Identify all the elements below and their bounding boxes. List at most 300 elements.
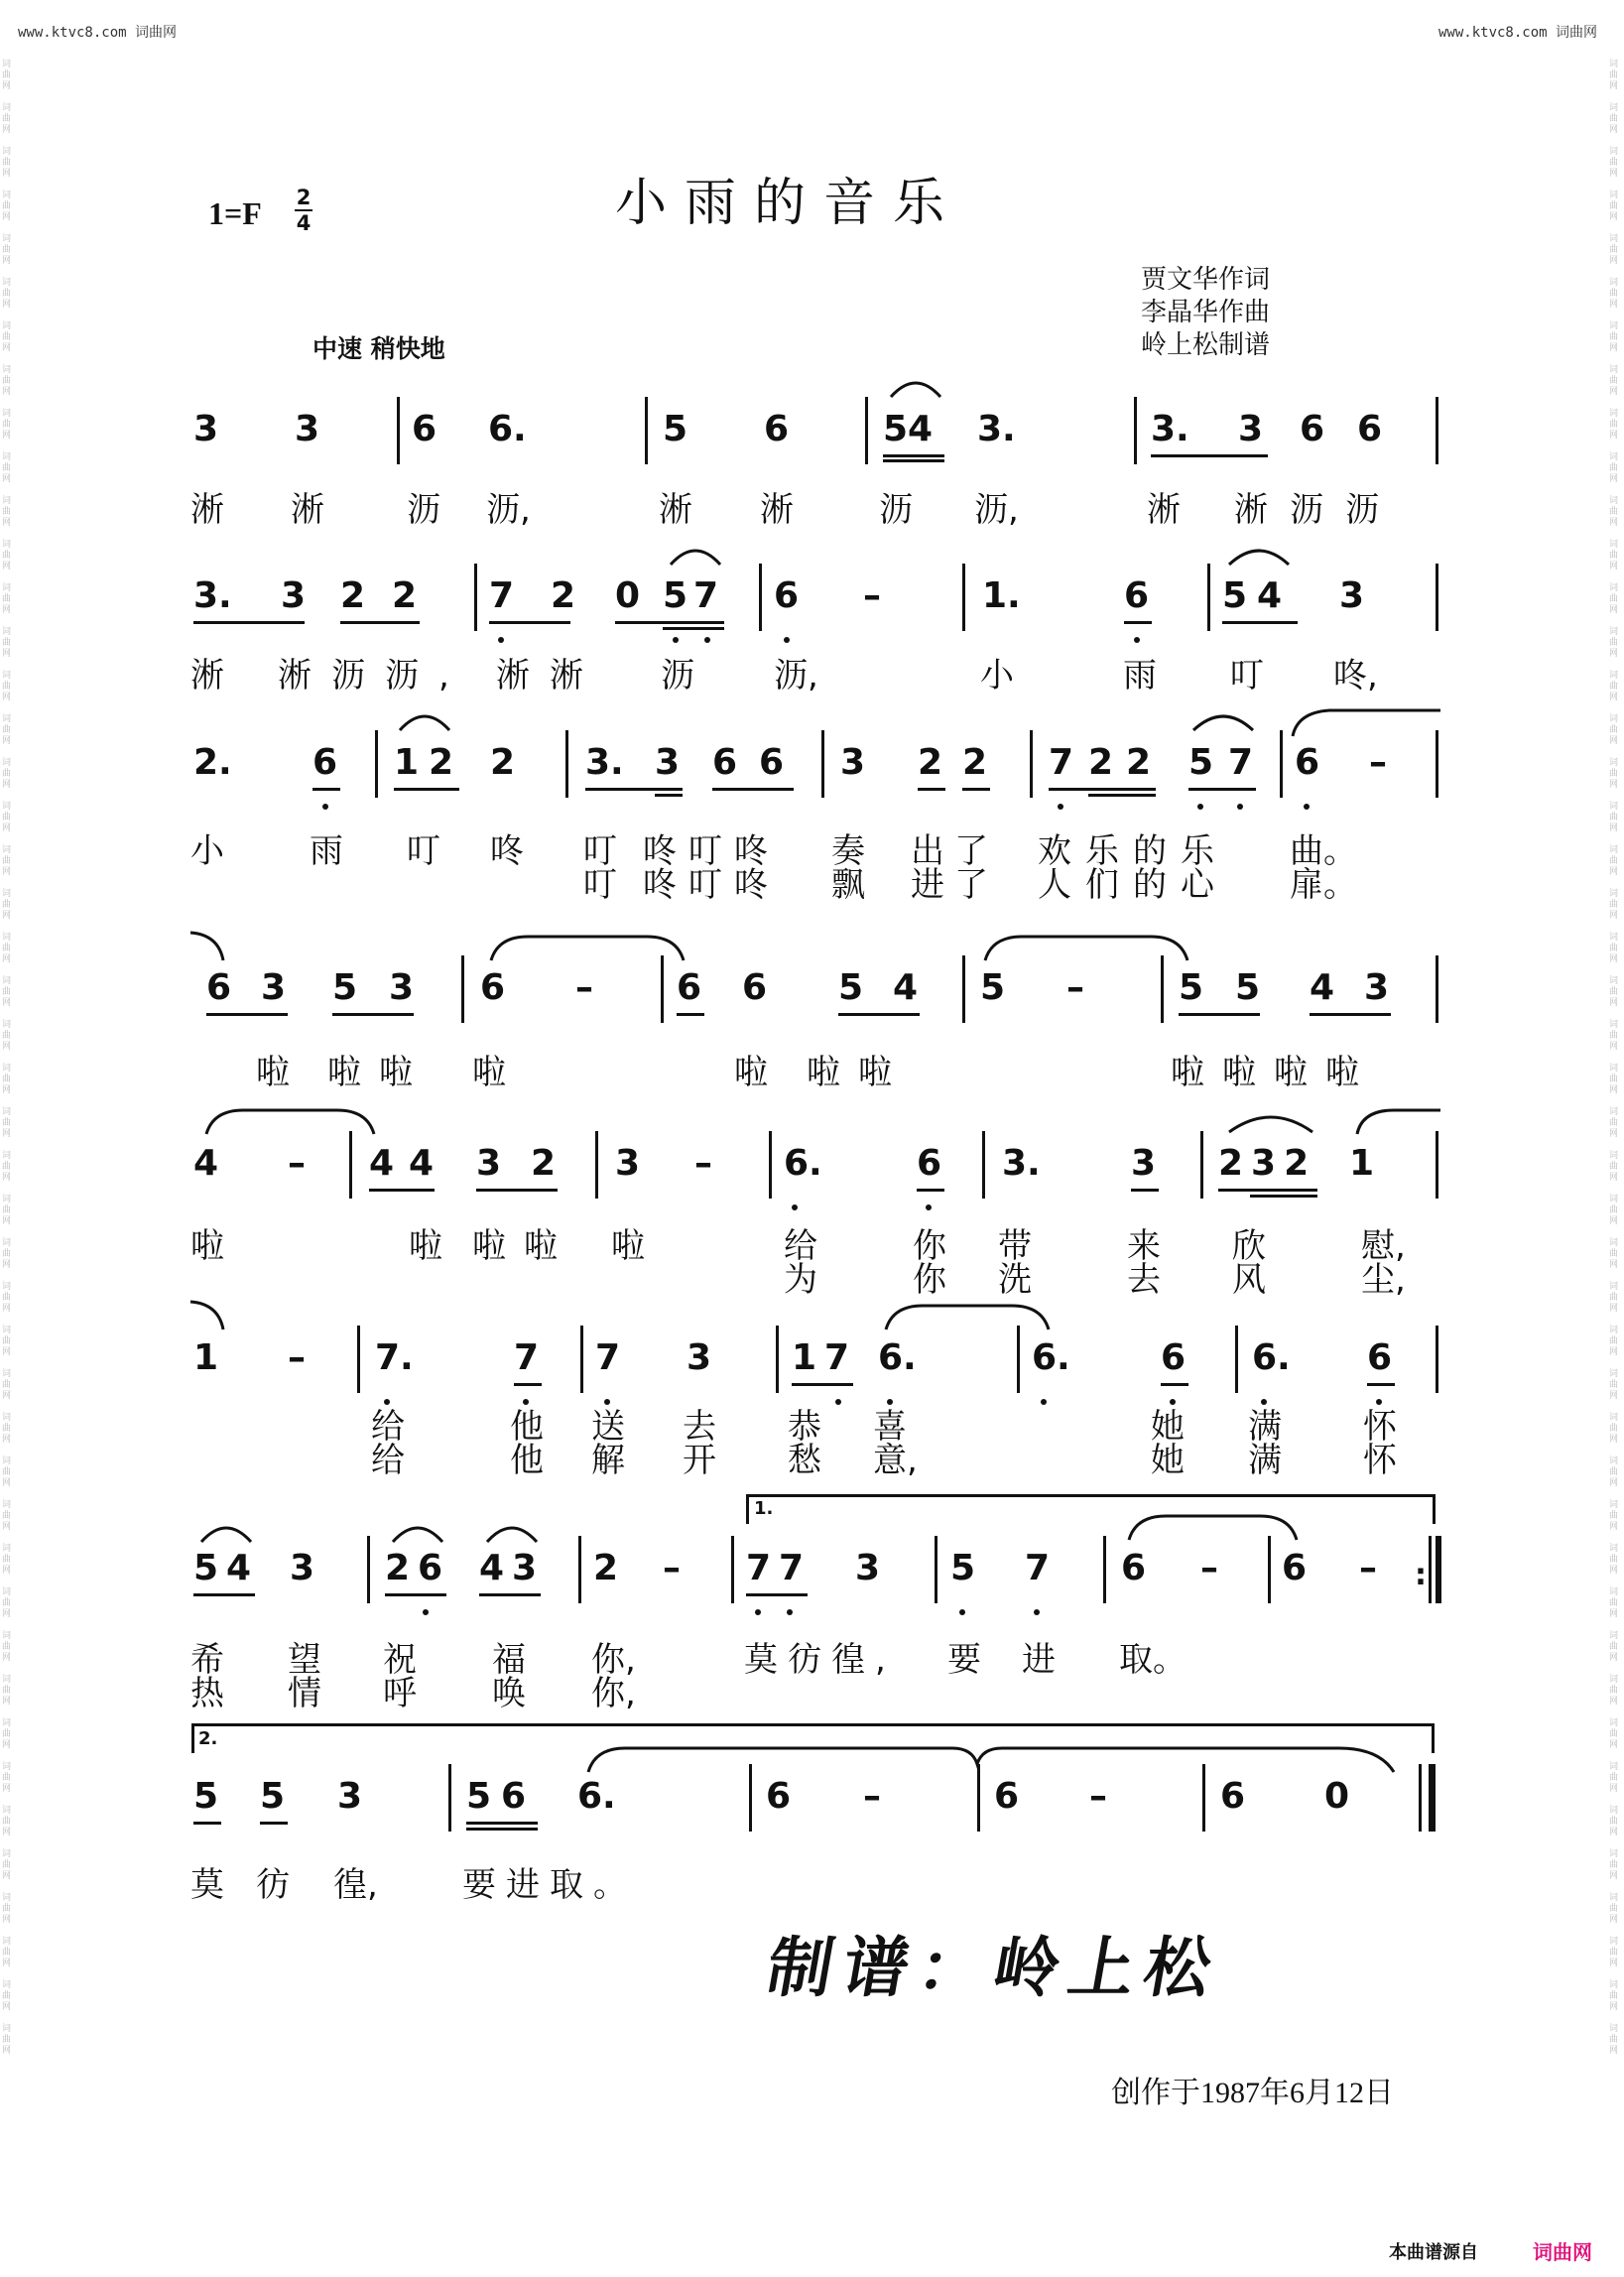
barline xyxy=(461,955,464,1023)
tie-continuation xyxy=(188,1298,228,1333)
note: 6 xyxy=(1121,1548,1147,1588)
note: 77 xyxy=(746,1548,812,1588)
note: 7. xyxy=(375,1337,414,1378)
low-octave-dot xyxy=(792,1204,798,1210)
lyric: 要进取。 xyxy=(462,1865,637,1905)
lyric: 热 xyxy=(190,1674,224,1713)
underline xyxy=(1151,454,1268,457)
note: 5 xyxy=(1188,742,1214,783)
credit-composer: 李晶华作曲 xyxy=(1141,298,1271,327)
note: 3 xyxy=(687,1337,712,1378)
underline xyxy=(193,1593,255,1596)
lyric: 叮 xyxy=(583,831,617,871)
note: 3 xyxy=(840,742,866,783)
slur xyxy=(198,1518,254,1546)
note: 5 xyxy=(1235,967,1261,1008)
lyric: 望 xyxy=(288,1640,321,1680)
lyric: 啦 xyxy=(472,1053,506,1092)
signature: 制谱：岭上松 xyxy=(761,1929,1227,2006)
note: 5 xyxy=(980,967,1006,1008)
lyric: 淅淅 xyxy=(496,656,603,696)
tie xyxy=(1354,1106,1443,1138)
underline xyxy=(1161,1383,1188,1386)
note: 3 xyxy=(261,967,287,1008)
note: 0 xyxy=(1324,1776,1350,1817)
low-octave-dot xyxy=(926,1204,932,1210)
barline xyxy=(1235,1326,1238,1393)
side-watermark-right: 词 曲 网 词 曲 网 词 曲 网 词 曲 网 词 曲 网 词 曲 网 词 曲 网 词 曲 网 词 曲 网 词 曲 网 词 曲 网 词 曲 网 词 曲 网 词 曲 网 词 曲 网 词 曲 网 词 曲 网 词 曲 网 词 曲 网 词 曲 网 词 曲 网 词 曲 网 词 曲 网 词 曲 网 词 曲 网 词 曲 网 词 曲 网 词 曲 网 词 曲 网 词 曲 网 词 曲 网 词 曲 网 词 曲 网 词 曲 网 词 曲 网 词 曲 网 词 曲 网 词 曲 网 词 曲 网 词 曲 网 词 曲 网 词 曲 网 词 曲 网 词 曲 网 词 曲 网 词 曲 网 xyxy=(1609,60,1619,2056)
lyric: 她 xyxy=(1151,1407,1185,1447)
notation-line-3 xyxy=(0,742,1624,792)
note: 6 xyxy=(480,967,506,1008)
lyric: 彷 xyxy=(256,1865,290,1905)
underline xyxy=(1367,1383,1395,1386)
lyric: 扉。 xyxy=(1290,865,1357,905)
note: 2 xyxy=(392,575,418,616)
underline xyxy=(712,788,794,791)
note: – xyxy=(663,1548,681,1588)
repeat-end-thick-bar xyxy=(1436,1536,1441,1603)
lyric: 你 xyxy=(913,1226,946,1266)
lyric: 欣 xyxy=(1232,1226,1266,1266)
barline xyxy=(578,1536,581,1603)
lyric: 沥, xyxy=(774,656,818,696)
side-watermark-left: 词 曲 网 词 曲 网 词 曲 网 词 曲 网 词 曲 网 词 曲 网 词 曲 网 词 曲 网 词 曲 网 词 曲 网 词 曲 网 词 曲 网 词 曲 网 词 曲 网 词 曲 网 词 曲 网 词 曲 网 词 曲 网 词 曲 网 词 曲 网 词 曲 网 词 曲 网 词 曲 网 词 曲 网 词 曲 网 词 曲 网 词 曲 网 词 曲 网 词 曲 网 词 曲 网 词 曲 网 词 曲 网 词 曲 网 词 曲 网 词 曲 网 词 曲 网 词 曲 网 词 曲 网 词 曲 网 词 曲 网 词 曲 网 词 曲 网 词 曲 网 词 曲 网 词 曲 网 词 曲 网 xyxy=(2,60,12,2056)
lyric: 愁 xyxy=(788,1441,821,1480)
underline xyxy=(1124,621,1152,624)
underline xyxy=(489,621,570,624)
lyric: 雨 xyxy=(1123,656,1157,696)
footer-brand-link[interactable]: 词曲网 xyxy=(1533,2240,1592,2264)
credit-arranger: 岭上松制谱 xyxy=(1141,330,1271,360)
barline xyxy=(1436,1131,1438,1199)
note: 4 xyxy=(369,1143,395,1184)
note: 7 xyxy=(489,575,515,616)
barline xyxy=(982,1131,985,1199)
underline xyxy=(1310,1013,1391,1016)
barline xyxy=(595,1131,598,1199)
lyric: 淅 xyxy=(760,490,794,530)
note: 6 xyxy=(412,409,437,449)
notation-line-4 xyxy=(0,967,1624,1017)
underline xyxy=(1131,1189,1159,1192)
lyric: 雨 xyxy=(310,831,343,871)
note: 6. xyxy=(1032,1337,1070,1378)
lyric: 满 xyxy=(1248,1407,1282,1447)
underline xyxy=(1049,788,1156,791)
low-octave-dot xyxy=(755,1609,761,1615)
barline xyxy=(1200,1131,1203,1199)
note: 6. xyxy=(488,409,527,449)
lyric: 满 xyxy=(1248,1441,1282,1480)
barline xyxy=(565,730,568,798)
slur xyxy=(484,1518,540,1546)
barline xyxy=(1436,1326,1438,1393)
key-signature: 1=F xyxy=(208,195,262,231)
lyric: 淅 xyxy=(190,490,224,530)
lyric: 解 xyxy=(591,1441,625,1480)
underline xyxy=(193,1822,221,1825)
note: – xyxy=(1089,1776,1107,1817)
note: 232 xyxy=(1218,1143,1317,1184)
note: 6 xyxy=(677,967,702,1008)
underline xyxy=(1250,1195,1317,1198)
lyric: 你, xyxy=(591,1674,636,1713)
note: – xyxy=(1200,1548,1218,1588)
note: 6 xyxy=(742,967,768,1008)
note: 6 xyxy=(1367,1337,1393,1378)
note: 7 xyxy=(1049,742,1074,783)
barline xyxy=(821,730,824,798)
underline xyxy=(1179,1013,1260,1016)
lyric: 啦 xyxy=(409,1226,442,1266)
lyric: 慰, xyxy=(1361,1226,1406,1266)
lyric: 要 xyxy=(947,1640,981,1680)
note: 3 xyxy=(476,1143,502,1184)
note: 6. xyxy=(577,1776,616,1817)
final-thin-bar xyxy=(1419,1764,1422,1832)
note: 5 xyxy=(260,1776,286,1817)
barline xyxy=(1017,1326,1020,1393)
note: 3 xyxy=(855,1548,881,1588)
lyrics-line-2 xyxy=(0,648,1624,696)
low-octave-dot xyxy=(959,1609,965,1615)
underline xyxy=(369,1189,435,1192)
volta-bracket-1-right xyxy=(1433,1494,1436,1524)
note: 3 xyxy=(1364,967,1390,1008)
note: 5 xyxy=(193,1776,219,1817)
site-watermark-left: www.ktvc8.com 词曲网 xyxy=(18,25,178,41)
credit-lyricist: 贾文华作词 xyxy=(1141,265,1271,295)
tie xyxy=(203,1106,377,1138)
barline xyxy=(1436,730,1438,798)
final-thick-bar xyxy=(1429,1764,1436,1832)
underline xyxy=(385,1593,446,1596)
lyric: 福 xyxy=(492,1640,526,1680)
lyric: 淅 xyxy=(190,656,224,696)
note: 7 xyxy=(514,1337,540,1378)
lyric: 啦啦 xyxy=(327,1053,431,1092)
underline xyxy=(332,1013,414,1016)
underline xyxy=(312,788,340,791)
note: – xyxy=(1066,967,1084,1008)
underline xyxy=(962,788,990,791)
note: 6 xyxy=(312,742,338,783)
site-watermark-right: www.ktvc8.com 词曲网 xyxy=(1438,25,1598,41)
barline xyxy=(731,1536,734,1603)
notation-line-1 xyxy=(0,409,1624,458)
note: 6 xyxy=(1357,409,1383,449)
note: 6 xyxy=(1220,1776,1246,1817)
barline xyxy=(1030,730,1033,798)
barline xyxy=(1161,955,1164,1023)
note: 54 xyxy=(1222,575,1293,616)
slur xyxy=(1226,1106,1315,1136)
lyric: 啦啦 xyxy=(807,1053,910,1092)
slur xyxy=(668,541,723,569)
barline xyxy=(776,1326,779,1393)
underline xyxy=(193,621,305,624)
lyric: 去 xyxy=(683,1407,716,1447)
lyric: 你 xyxy=(913,1260,946,1300)
notation-line-2 xyxy=(0,575,1624,625)
barline xyxy=(375,730,378,798)
underline xyxy=(1218,1189,1317,1192)
lyric: 叮 xyxy=(407,831,440,871)
note: 3 xyxy=(193,409,219,449)
note: 3. xyxy=(193,575,232,616)
note: 57 xyxy=(663,575,725,616)
note: 0 xyxy=(615,575,641,616)
note: 2 xyxy=(340,575,366,616)
underline xyxy=(466,1822,538,1825)
repeat-dots: : xyxy=(1415,1558,1427,1592)
lyric: 小 xyxy=(980,656,1014,696)
lyric: 咚 xyxy=(490,831,524,871)
underline xyxy=(1222,621,1298,624)
barline xyxy=(1436,397,1438,464)
note: 6. xyxy=(784,1143,822,1184)
underline xyxy=(655,794,683,797)
underline xyxy=(838,1013,920,1016)
barline xyxy=(580,1326,583,1393)
lyrics-line-5-verse-2 xyxy=(0,1252,1624,1300)
low-octave-dot xyxy=(498,637,504,643)
barline xyxy=(1103,1536,1106,1603)
lyric: 人们的心 xyxy=(1038,865,1228,905)
underline xyxy=(514,1383,542,1386)
barline xyxy=(448,1764,451,1832)
lyric: 他 xyxy=(510,1407,544,1447)
note: 6 xyxy=(206,967,232,1008)
note: 5 xyxy=(950,1548,976,1588)
composition-date: 创作于1987年6月12日 xyxy=(1111,2077,1394,2109)
note: 26 xyxy=(385,1548,451,1588)
note: 1. xyxy=(982,575,1021,616)
note: 3 xyxy=(281,575,307,616)
note: 3. xyxy=(1002,1143,1041,1184)
tie xyxy=(585,1744,1399,1776)
underline xyxy=(479,1593,541,1596)
note: 6 xyxy=(712,742,738,783)
lyric: 你, xyxy=(591,1640,636,1680)
lyric: 开 xyxy=(683,1441,716,1480)
note: 2 xyxy=(918,742,943,783)
lyric: 他 xyxy=(510,1441,544,1480)
note: – xyxy=(575,967,593,1008)
barline xyxy=(1207,564,1210,631)
lyric: 喜 xyxy=(873,1407,907,1447)
lyric: 徨, xyxy=(333,1865,378,1905)
low-octave-dot xyxy=(1134,637,1140,643)
note: 2 xyxy=(962,742,988,783)
low-octave-dot xyxy=(1237,804,1243,810)
note: 3 xyxy=(295,409,320,449)
lyric: 啦 xyxy=(611,1226,645,1266)
lyric: 风 xyxy=(1232,1260,1266,1300)
tie xyxy=(883,1302,1052,1333)
lyrics-line-6-verse-2 xyxy=(0,1433,1624,1480)
volta-bracket-1 xyxy=(746,1494,1433,1497)
lyric: 沥 xyxy=(879,490,913,530)
note: 6 xyxy=(1295,742,1320,783)
note: 2 xyxy=(490,742,516,783)
underline xyxy=(476,1189,558,1192)
note: 54 xyxy=(193,1548,260,1588)
note: 5 xyxy=(1179,967,1204,1008)
lyric: 她 xyxy=(1151,1441,1185,1480)
lyric: 带 xyxy=(998,1226,1032,1266)
page-title: 小雨的音乐 xyxy=(615,174,963,233)
note: – xyxy=(863,1776,881,1817)
lyric: 给 xyxy=(371,1441,405,1480)
notation-line-5 xyxy=(0,1143,1624,1193)
lyric: 莫彷徨, xyxy=(744,1640,896,1680)
note: 6 xyxy=(1282,1548,1308,1588)
volta-bracket-2-left xyxy=(191,1723,194,1753)
note: 4 xyxy=(409,1143,435,1184)
note: 12 xyxy=(394,742,464,783)
lyric: 进 xyxy=(1022,1640,1056,1680)
lyric: 啦啦 xyxy=(472,1226,575,1266)
lyric: 意, xyxy=(873,1441,918,1480)
note: 4 xyxy=(893,967,919,1008)
lyric: 淅 xyxy=(1147,490,1181,530)
tempo-marking: 中速 稍快地 xyxy=(312,334,445,363)
barline xyxy=(1134,397,1137,464)
lyric: 淅沥沥, xyxy=(278,656,469,696)
low-octave-dot xyxy=(1304,804,1310,810)
lyric: 为 xyxy=(784,1260,817,1300)
note: 5 xyxy=(332,967,358,1008)
barline xyxy=(865,397,868,464)
lyrics-line-1 xyxy=(0,482,1624,530)
lyric: 沥, xyxy=(974,490,1019,530)
barline xyxy=(1436,955,1438,1023)
underline xyxy=(206,1013,288,1016)
footer-source: 本曲谱源自 xyxy=(1389,2242,1478,2263)
note: 17 xyxy=(792,1337,858,1378)
lyric: 奏 xyxy=(831,831,865,871)
lyric: 啦 xyxy=(734,1053,768,1092)
underline xyxy=(917,1189,944,1192)
barline xyxy=(474,564,477,631)
lyric: 曲。 xyxy=(1290,831,1357,871)
lyrics-line-4 xyxy=(0,1045,1624,1092)
repeat-end-thin-bar xyxy=(1429,1536,1432,1603)
lyric: 沥 xyxy=(407,490,440,530)
note: 2. xyxy=(193,742,232,783)
note: – xyxy=(288,1143,306,1184)
time-sig-denominator: 4 xyxy=(296,211,312,235)
lyric: 叮 xyxy=(1230,656,1264,696)
barline xyxy=(349,1131,352,1199)
lyrics-line-3-verse-2 xyxy=(0,857,1624,905)
lyric: 取。 xyxy=(1119,1640,1187,1680)
lyric: 小 xyxy=(190,831,224,871)
low-octave-dot xyxy=(787,1609,793,1615)
note: 3. xyxy=(1151,409,1189,449)
tie xyxy=(982,933,1190,964)
note: 6 xyxy=(1161,1337,1187,1378)
tie xyxy=(488,933,687,964)
note: 6 xyxy=(917,1143,942,1184)
lyrics-line-8 xyxy=(0,1857,1624,1905)
note: 3 xyxy=(655,742,681,783)
low-octave-dot xyxy=(423,1609,429,1615)
note: 3 xyxy=(389,967,415,1008)
lyric: 唤 xyxy=(492,1674,526,1713)
note: 6 xyxy=(764,409,790,449)
underline xyxy=(918,788,945,791)
lyric: 呼 xyxy=(383,1674,417,1713)
lyric: 祝 xyxy=(383,1640,417,1680)
note: 2 xyxy=(1126,742,1152,783)
barline xyxy=(661,955,664,1023)
lyric: 洗 xyxy=(998,1260,1032,1300)
lyric: 莫 xyxy=(190,1865,224,1905)
tie xyxy=(1126,1512,1300,1544)
lyric: 淅 xyxy=(659,490,692,530)
lyric: 沥 xyxy=(661,656,694,696)
slur xyxy=(888,373,943,401)
lyric: 给 xyxy=(784,1226,817,1266)
note: 7 xyxy=(595,1337,621,1378)
note: 3 xyxy=(1238,409,1264,449)
lyric: 给 xyxy=(371,1407,405,1447)
volta-label-2: 2. xyxy=(198,1728,218,1749)
slur xyxy=(397,706,452,734)
lyric: 怀 xyxy=(1363,1407,1397,1447)
note: 7 xyxy=(1025,1548,1051,1588)
barline xyxy=(645,397,648,464)
note: 6. xyxy=(1252,1337,1291,1378)
barline xyxy=(397,397,400,464)
underline xyxy=(883,459,944,462)
note: 1 xyxy=(193,1337,219,1378)
note: 6 xyxy=(766,1776,792,1817)
volta-bracket-2-right xyxy=(1432,1723,1435,1753)
slur xyxy=(1190,706,1256,734)
note: 5 xyxy=(663,409,688,449)
note: 6 xyxy=(1124,575,1150,616)
underline xyxy=(792,1383,853,1386)
note: 2 xyxy=(551,575,576,616)
note: 3 xyxy=(615,1143,641,1184)
notation-line-8 xyxy=(0,1776,1624,1826)
note: 43 xyxy=(479,1548,546,1588)
note: 6 xyxy=(994,1776,1020,1817)
note: 2 xyxy=(593,1548,619,1588)
lyrics-line-7-verse-2 xyxy=(0,1666,1624,1713)
low-octave-dot xyxy=(1058,804,1063,810)
note: 6 xyxy=(774,575,800,616)
barline xyxy=(1280,730,1283,798)
lyric: 啦啦啦啦 xyxy=(1171,1053,1377,1092)
lyric: 沥, xyxy=(486,490,531,530)
lyric: 淅沥沥 xyxy=(1234,490,1401,530)
notation-line-6 xyxy=(0,1337,1624,1387)
note: – xyxy=(863,575,881,616)
lyric: 送 xyxy=(591,1407,625,1447)
underline xyxy=(340,621,420,624)
note: 3 xyxy=(290,1548,315,1588)
lyric: 淅 xyxy=(291,490,324,530)
lyric: 啦 xyxy=(190,1226,224,1266)
tie xyxy=(1290,706,1443,740)
note: 3 xyxy=(1131,1143,1157,1184)
time-sig-numerator: 2 xyxy=(296,186,312,209)
